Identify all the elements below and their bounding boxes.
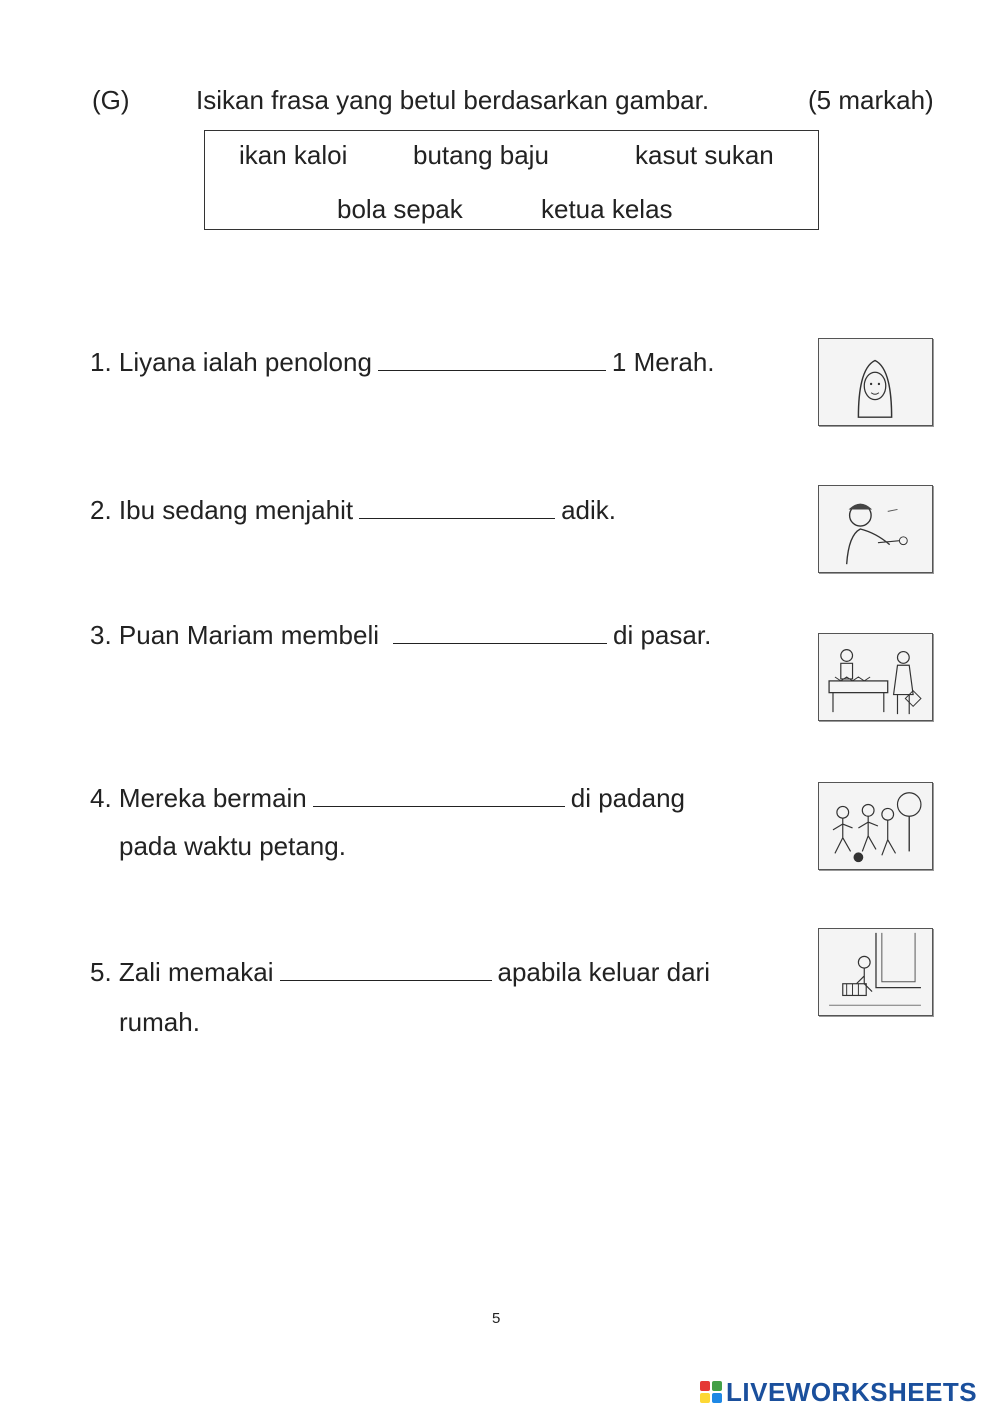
question-2-suffix: adik.: [561, 495, 616, 525]
question-4: [90, 782, 685, 813]
answer-blank-5[interactable]: [280, 956, 492, 981]
question-1-suffix: 1 Merah.: [611, 347, 715, 377]
girl-in-hijab-illustration: [818, 338, 933, 426]
liveworksheets-logo-icon: [700, 1381, 722, 1403]
question-2: [90, 494, 616, 525]
question-4-continuation: pada waktu petang.: [119, 831, 346, 861]
word-bank-item: bola sepak: [337, 194, 463, 224]
word-bank-item: butang baju: [413, 140, 549, 170]
answer-blank-1[interactable]: [378, 346, 606, 371]
word-bank-item: ketua kelas: [541, 194, 673, 224]
liveworksheets-logo: [700, 1378, 977, 1406]
word-bank-box: [204, 130, 819, 230]
word-bank-item: ikan kaloi: [239, 140, 348, 170]
mother-sewing-illustration: [818, 485, 933, 573]
children-playing-football-illustration: [818, 782, 933, 870]
word-bank-item: kasut sukan: [635, 140, 774, 170]
question-4-prefix: 4. Mereka bermain: [90, 783, 307, 813]
question-5: [90, 956, 710, 987]
page-number: 5: [492, 1310, 501, 1327]
question-5-prefix: 5. Zali memakai: [90, 957, 274, 987]
instruction-text: Isikan frasa yang betul berdasarkan gambar.: [196, 85, 710, 115]
answer-blank-2[interactable]: [359, 494, 555, 519]
answer-blank-3[interactable]: [393, 619, 607, 644]
question-3-suffix: di pasar.: [613, 620, 712, 650]
question-1: [90, 346, 715, 377]
marks-label: (5 markah): [808, 85, 934, 115]
answer-blank-4[interactable]: [313, 782, 565, 807]
question-5-continuation: rumah.: [119, 1007, 200, 1037]
question-3: [90, 619, 711, 650]
liveworksheets-brand-text: LIVEWORKSHEETS: [726, 1376, 978, 1407]
market-stall-illustration: [818, 633, 933, 721]
question-4-suffix: di padang: [570, 783, 685, 813]
question-3-prefix: 3. Puan Mariam membeli: [90, 620, 379, 650]
question-1-prefix: 1. Liyana ialah penolong: [90, 347, 372, 377]
section-label: (G): [92, 85, 130, 115]
question-2-prefix: 2. Ibu sedang menjahit: [90, 495, 354, 525]
boy-wearing-shoes-illustration: [818, 928, 933, 1016]
question-5-suffix: apabila keluar dari: [497, 957, 710, 987]
